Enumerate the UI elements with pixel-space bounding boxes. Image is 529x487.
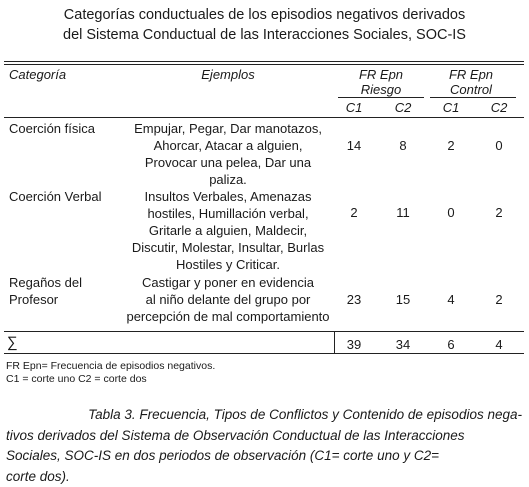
row3-category-line: Regaños del <box>9 274 82 291</box>
riesgo-subheader-rule <box>338 97 424 98</box>
row1-riesgo-c1: 14 <box>334 137 374 154</box>
row1-category: Coerción física <box>9 120 95 137</box>
header-control-c1: C1 <box>431 99 471 116</box>
total-top-rule <box>4 331 524 332</box>
title-line-2: del Sistema Conductual de las Interacciones Sociales, SOC-IS <box>0 25 529 45</box>
row3-category <box>9 274 82 308</box>
row1-examples <box>112 120 344 188</box>
header-control-c2: C2 <box>479 99 519 116</box>
row2-examples <box>112 188 344 273</box>
header-riesgo-line1: FR Epn <box>338 66 424 83</box>
row3-examples <box>112 274 344 325</box>
row1-control-c1: 2 <box>431 137 471 154</box>
row3-control-c1: 4 <box>431 291 471 308</box>
row2-control-c1: 0 <box>431 204 471 221</box>
header-riesgo-line2: Riesgo <box>338 81 424 98</box>
total-control-c2: 4 <box>479 336 519 353</box>
row3-control-c2: 2 <box>479 291 519 308</box>
row2-example-line: Insultos Verbales, Amenazas <box>112 188 344 205</box>
row3-riesgo-c1: 23 <box>334 291 374 308</box>
header-riesgo-c2: C2 <box>383 99 423 116</box>
title-line-1: Categorías conductuales de los episodios negativos derivados <box>0 5 529 25</box>
table-bottom-rule <box>4 353 524 354</box>
total-symbol: ∑ <box>7 334 18 351</box>
header-categoria: Categoría <box>9 66 66 83</box>
row1-example-line: paliza. <box>112 171 344 188</box>
caption-line: corte dos). <box>6 467 522 487</box>
row2-example-line: hostiles, Humillación verbal, <box>112 205 344 222</box>
row3-example-line: al niño delante del grupo por <box>112 291 344 308</box>
table-top-rule <box>4 61 524 62</box>
total-control-c1: 6 <box>431 336 471 353</box>
row2-example-line: Discutir, Molestar, Insultar, Burlas <box>112 239 344 256</box>
row2-example-line: Hostiles y Criticar. <box>112 256 344 273</box>
row2-control-c2: 2 <box>479 204 519 221</box>
caption-line: tivos derivados del Sistema de Observación Conductual de las Interacciones <box>6 426 522 447</box>
header-ejemplos: Ejemplos <box>112 66 344 83</box>
header-control-line1: FR Epn <box>428 66 514 83</box>
row3-example-line: percepción de mal comportamiento <box>112 308 344 325</box>
row2-riesgo-c1: 2 <box>334 204 374 221</box>
header-control-line2: Control <box>428 81 514 98</box>
row1-riesgo-c2: 8 <box>383 137 423 154</box>
table-caption <box>6 405 522 487</box>
row2-category: Coerción Verbal <box>9 188 102 205</box>
table-title <box>0 5 529 45</box>
note-fr-epn: FR Epn= Frecuencia de episodios negativos. <box>6 360 215 373</box>
row3-riesgo-c2: 15 <box>383 291 423 308</box>
row1-example-line: Ahorcar, Atacar a alguien, <box>112 137 344 154</box>
row1-example-line: Empujar, Pegar, Dar manotazos, <box>112 120 344 137</box>
caption-line: Tabla 3. Frecuencia, Tipos de Conflictos y Contenido de episodios nega- <box>6 405 522 426</box>
row2-example-line: Gritarle a alguien, Maldecir, <box>112 222 344 239</box>
row1-control-c2: 0 <box>479 137 519 154</box>
note-cortes: C1 = corte uno C2 = corte dos <box>6 373 147 386</box>
total-riesgo-c2: 34 <box>383 336 423 353</box>
row3-example-line: Castigar y poner en evidencia <box>112 274 344 291</box>
header-bottom-rule <box>4 117 524 118</box>
table-top-rule-double <box>4 64 524 65</box>
header-riesgo-c1: C1 <box>334 99 374 116</box>
caption-line: Sociales, SOC-IS en dos periodos de observación (C1= corte uno y C2= <box>6 446 522 467</box>
row2-riesgo-c2: 11 <box>383 204 423 221</box>
total-riesgo-c1: 39 <box>334 336 374 353</box>
row1-example-line: Provocar una pelea, Dar una <box>112 154 344 171</box>
control-subheader-rule <box>430 97 516 98</box>
row3-category-line: Profesor <box>9 291 82 308</box>
